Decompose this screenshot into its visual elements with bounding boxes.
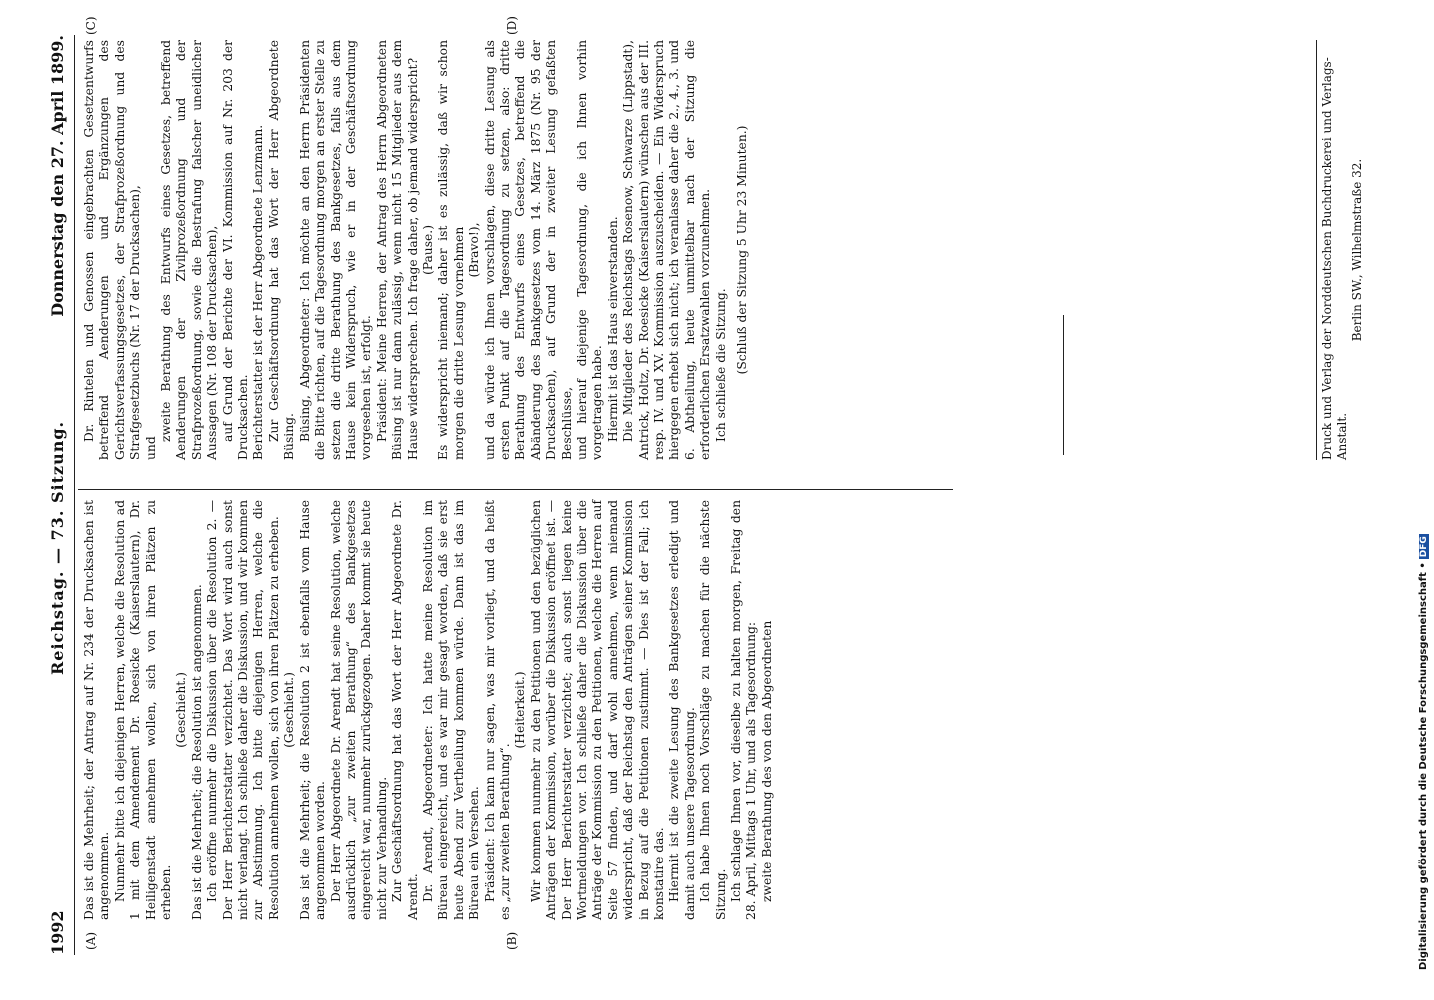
- paragraph: Das ist die Mehrheit; die Resolution 2 ist ebenfalls vom Hause angenommen worden.: [297, 500, 328, 920]
- digitization-text: Digitalisierung gefördert durch die Deutsche Forschungsgemeinschaft •: [1418, 562, 1429, 970]
- paragraph: Das ist die Mehrheit; die Resolution ist angenommen.: [189, 584, 204, 920]
- dfg-logo: DFG: [1419, 536, 1429, 558]
- paragraph: Das ist die Mehrheit; der Antrag auf Nr. 234 der Drucksachen ist angenommen.: [82, 500, 112, 920]
- speaker-paragraph: Dr. Arendt, Abgeordneter: Ich hatte meine Resolution im Büreau eingereicht, und es war mir gesagt worden, daß sie erst heute Abend zur Vertheilung kommen würde. Dann ist das im Büreau ein Versehen.: [420, 500, 482, 920]
- paragraph: Nunmehr bitte ich diejenigen Herren, welche die Resolution ad 1 mit dem Amendement Dr. Roesicke (Kaiserslautern), Dr. Heiligenstadt annehmen wollen, sich von ihren Plätzen zu erheben.: [112, 500, 174, 920]
- marker-c: (C): [84, 16, 98, 35]
- paragraph: und: [143, 436, 158, 460]
- paragraph: Der Herr Abgeordnete Dr. Arendt hat seine Resolution, welche ausdrücklich „zur zweiten Berathung“ des Bankgesetzes eingereicht war, nunmehr zurückgezogen. Daher kommt sie heute nicht zur Verhandlung.: [328, 500, 389, 920]
- closing-rule: [1063, 315, 1064, 455]
- stage-direction: (Heiterkeit.): [513, 671, 528, 749]
- digitization-note: [1418, 534, 1429, 970]
- stage-direction: (Bravo!),: [467, 222, 482, 278]
- right-column: [82, 40, 750, 460]
- header-rule: [74, 35, 75, 955]
- marker-a: (A): [84, 931, 98, 950]
- stage-direction: (Geschieht.): [174, 672, 189, 748]
- paragraph: Berichterstatter ist der Herr Abgeordnete Lenzmann.: [251, 124, 266, 460]
- paragraph: Ich habe Ihnen noch Vorschläge zu machen für die nächste Sitzung.: [698, 500, 728, 920]
- stage-direction: (Geschieht.): [282, 672, 297, 748]
- session-title: Reichstag. — 73. Sitzung.: [48, 420, 67, 675]
- imprint: [1320, 40, 1365, 460]
- paragraph: Dr. Rintelen und Genossen eingebrachten Gesetzentwurfs betreffend Aenderungen und Ergänzungen des Gerichtsverfassungsgesetzes, der Strafprozeßordnung und des Strafgesetzbuchs (Nr. 17 der Drucksachen),: [82, 40, 143, 460]
- session-date: Donnerstag den 27. April 1899.: [48, 35, 67, 317]
- marker-d: (D): [505, 16, 519, 35]
- marker-b: (B): [505, 931, 519, 950]
- paragraph: zweite Berathung des Entwurfs eines Gesetzes, betreffend Aenderungen der Zivilprozeßordnung und der Strafprozeßordnung, sowie die Bestrafung falscher uneidlicher Aussagen (Nr. 108 der Drucksachen),: [159, 40, 220, 460]
- paragraph: und hierauf diejenige Tagesordnung, die ich Ihnen vorhin vorgetragen habe.: [575, 40, 605, 460]
- imprint-line-1: Druck und Verlag der Norddeutschen Buchdruckerei und Verlags-Anstalt.: [1320, 57, 1349, 460]
- column-divider: [78, 489, 953, 490]
- speaker-paragraph: Präsident: Ich kann nur sagen, was mir vorliegt, und da heißt es „zur zweiten Berathung“.: [482, 500, 512, 920]
- paragraph: Es widerspricht niemand; daher ist es zulässig, daß wir schon morgen die dritte Lesung vornehmen: [436, 40, 466, 460]
- session-end: (Schluß der Sitzung 5 Uhr 23 Minuten.): [735, 125, 750, 375]
- paragraph: Ich schlage Ihnen vor, dieselbe zu halten morgen, Freitag den 28. April, Mittags 1 Uhr, und als Tagesordnung:: [729, 500, 759, 920]
- speaker-paragraph: Büsing, Abgeordneter: Ich möchte an den Herrn Präsidenten die Bitte richten, auf die Tagesordnung morgen an erster Stelle zu setzen die dritte Berathung des Bankgesetzes, falls aus dem Hause kein Widerspruch, wie er in der Geschäftsordnung vorgesehen ist, erfolgt.: [297, 40, 374, 460]
- imprint-line-2: Berlin SW., Wilhelmstraße 32.: [1350, 158, 1364, 342]
- imprint-rule: [1316, 40, 1317, 460]
- stage-direction: (Pause.): [420, 224, 435, 276]
- paragraph: auf Grund der Berichte der VI. Kommission auf Nr. 203 der Drucksachen.: [220, 40, 251, 460]
- paragraph: Zur Geschäftsordnung hat das Wort der Herr Abgeordnete Dr. Arendt.: [390, 500, 420, 920]
- left-column: [82, 500, 775, 920]
- page-number: 1992: [48, 910, 67, 955]
- paragraph: Hiermit ist die zweite Lesung des Bankgesetzes erledigt und damit auch unsere Tagesordnung.: [667, 500, 697, 920]
- paragraph: Hiermit ist das Haus einverstanden.: [605, 216, 620, 442]
- paragraph: Wir kommen nunmehr zu den Petitionen und den bezüglichen Anträgen der Kommission, worüber die Diskussion eröffnet ist. — Der Herr Berichterstatter verzichtet; auch sonst liegen keine Wortmeldungen vor. Ich schließe daher die Diskussion über die Anträge der Kommission zu den Petitionen, welche die Herren auf Seite 57 finden, und darf wohl annehmen, wenn niemand widerspricht, daß der Reichstag den Anträgen seiner Kommission in Bezug auf die Petitionen zustimmt. — Dies ist der Fall; ich konstatire das.: [528, 500, 667, 920]
- paragraph: Ich schließe die Sitzung.: [713, 288, 728, 442]
- speaker-paragraph: Präsident: Meine Herren, der Antrag des Herrn Abgeordneten Büsing ist nur dann zulässig, wenn nicht 15 Mitglieder aus dem Hause widersprechen. Ich frage daher, ob jemand widerspricht?: [374, 40, 420, 460]
- paragraph: Die Mitglieder des Reichstags Rosenow, Schwarze (Lippstadt), Antrick, Holtz, Dr. Roesicke (Kaiserslautern) wünschen aus der III. resp. IV. und XV. Kommission auszuscheiden. — Ein Widerspruch hiergegen erhebt sich nicht; ich veranlasse daher die 2., 4., 3. und 6. Abtheilung, heute unmittelbar nach der Sitzung die erforderlichen Ersatzwahlen vorzunehmen.: [621, 40, 713, 460]
- paragraph: Zur Geschäftsordnung hat das Wort der Herr Abgeordnete Büsing.: [266, 40, 297, 460]
- paragraph: zweite Berathung des von den Abgeordneten: [759, 620, 774, 902]
- page-header: [48, 35, 72, 955]
- paragraph: Ich eröffne nunmehr die Diskussion über die Resolution 2. — Der Herr Berichterstatter verzichtet. Das Wort wird auch sonst nicht verlangt. Ich schließe daher die Diskussion, und wir kommen zur Abstimmung. Ich bitte diejenigen Herren, welche die Resolution annehmen wollen, sich von ihren Plätzen zu erheben.: [205, 500, 281, 920]
- paragraph: und da würde ich Ihnen vorschlagen, diese dritte Lesung als ersten Punkt auf die Tagesordnung zu setzen, also: dritte Berathung des Entwurfs eines Gesetzes, betreffend die Abänderung des Bankgesetzes vom 14. März 1875 (Nr. 95 der Drucksachen), auf Grund der in zweiter Lesung gefaßten Beschlüsse,: [482, 40, 574, 460]
